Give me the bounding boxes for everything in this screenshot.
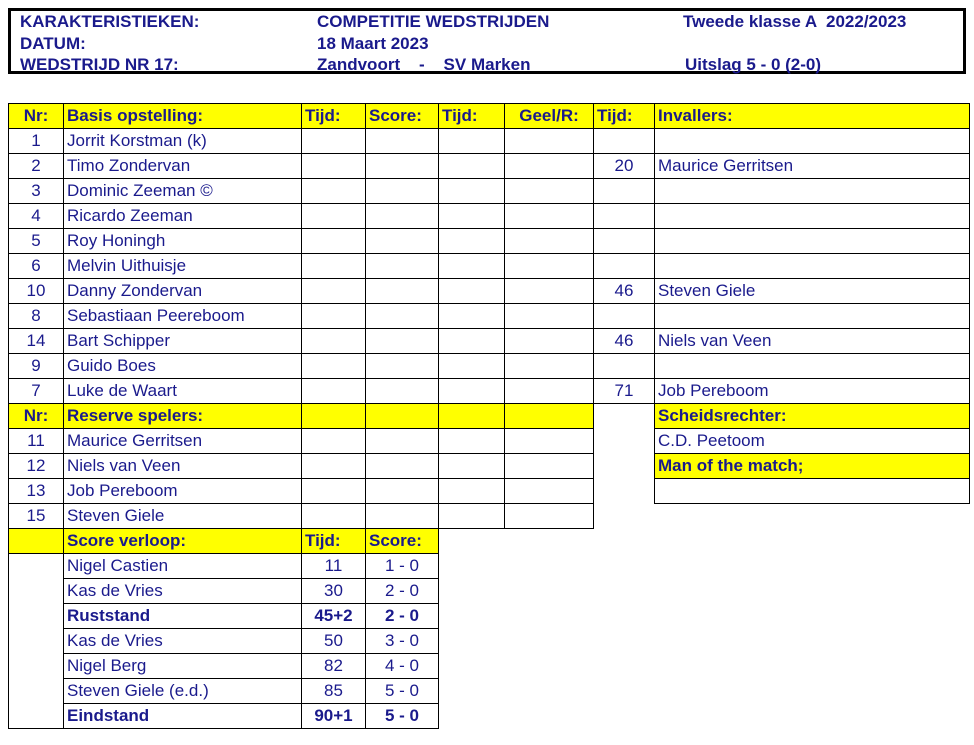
goal-score: 5 - 0: [366, 704, 439, 729]
table-cell: [505, 554, 594, 579]
goal-time: 90+1: [302, 704, 366, 729]
table-cell: [302, 454, 366, 479]
table-cell: [439, 154, 505, 179]
reserve-row: [9, 454, 970, 479]
substitute-name: Job Pereboom: [655, 379, 970, 404]
goal-time: 45+2: [302, 604, 366, 629]
table-cell: [302, 179, 366, 204]
table-cell: [9, 629, 64, 654]
substitution-time: [594, 304, 655, 329]
goal-scorer: Nigel Castien: [64, 554, 302, 579]
goal-row: [9, 679, 970, 704]
goal-score: 3 - 0: [366, 629, 439, 654]
table-cell: [594, 504, 655, 529]
characteristics-label: KARAKTERISTIEKEN:: [20, 12, 200, 31]
table-cell: [366, 404, 439, 429]
substitution-time: 46: [594, 329, 655, 354]
table-cell: [439, 629, 505, 654]
table-cell: [366, 479, 439, 504]
table-cell: [302, 479, 366, 504]
goal-row: [9, 554, 970, 579]
lineup-row: [9, 229, 970, 254]
table-cell: [302, 329, 366, 354]
table-cell: [655, 579, 970, 604]
goal-score: 2 - 0: [366, 579, 439, 604]
player-number: 6: [9, 254, 64, 279]
player-number: 2: [9, 154, 64, 179]
substitute-name: [655, 304, 970, 329]
table-cell: [439, 679, 505, 704]
time-header: Tijd:: [302, 104, 366, 129]
player-name: Timo Zondervan: [64, 154, 302, 179]
substitution-time: [594, 204, 655, 229]
table-cell: [302, 504, 366, 529]
table-cell: [366, 204, 439, 229]
substitute-name: Maurice Gerritsen: [655, 154, 970, 179]
table-cell: [366, 154, 439, 179]
goal-score: 1 - 0: [366, 554, 439, 579]
player-number: 14: [9, 329, 64, 354]
player-number: 10: [9, 279, 64, 304]
time2-header: Tijd:: [439, 104, 505, 129]
table-cell: [439, 579, 505, 604]
table-cell: [594, 454, 655, 479]
goal-score: 5 - 0: [366, 679, 439, 704]
substitute-name: [655, 229, 970, 254]
player-number: 8: [9, 304, 64, 329]
player-name: Danny Zondervan: [64, 279, 302, 304]
substitute-name: [655, 179, 970, 204]
reserve-name: Job Pereboom: [64, 479, 302, 504]
table-cell: [505, 604, 594, 629]
player-name: Guido Boes: [64, 354, 302, 379]
table-cell: [594, 629, 655, 654]
table-cell: [302, 379, 366, 404]
score-header-row: [9, 529, 970, 554]
player-number: 9: [9, 354, 64, 379]
sub-time-header: Tijd:: [594, 104, 655, 129]
table-cell: [439, 279, 505, 304]
table-cell: [366, 504, 439, 529]
table-cell: [302, 129, 366, 154]
table-cell: [439, 604, 505, 629]
table-cell: [439, 379, 505, 404]
table-cell: [439, 529, 505, 554]
player-name: Dominic Zeeman ©: [64, 179, 302, 204]
goal-row: [9, 704, 970, 729]
goal-score: 2 - 0: [366, 604, 439, 629]
table-cell: [9, 554, 64, 579]
table-cell: [439, 404, 505, 429]
table-cell: [655, 554, 970, 579]
reserve-number: 13: [9, 479, 64, 504]
player-name: Ricardo Zeeman: [64, 204, 302, 229]
match-teams: Zandvoort - SV Marken: [317, 55, 531, 74]
table-cell: [302, 429, 366, 454]
substitute-name: [655, 254, 970, 279]
table-cell: [439, 179, 505, 204]
table-cell: [302, 204, 366, 229]
table-cell: [594, 404, 655, 429]
goal-row: [9, 654, 970, 679]
referee-label: Scheidsrechter:: [655, 404, 970, 429]
table-cell: [505, 479, 594, 504]
goal-time-header: Tijd:: [302, 529, 366, 554]
reserve-header-row: [9, 404, 970, 429]
player-number: 5: [9, 229, 64, 254]
table-cell: [366, 429, 439, 454]
goal-time: 11: [302, 554, 366, 579]
table-cell: [594, 554, 655, 579]
goal-time: 30: [302, 579, 366, 604]
player-name: Melvin Uithuisje: [64, 254, 302, 279]
goal-time: 85: [302, 679, 366, 704]
goal-row: [9, 629, 970, 654]
table-cell: [505, 304, 594, 329]
table-cell: [302, 279, 366, 304]
substitution-time: 71: [594, 379, 655, 404]
substitution-time: [594, 129, 655, 154]
table-cell: [505, 504, 594, 529]
reserve-row: [9, 504, 970, 529]
table-cell: [594, 679, 655, 704]
substitution-time: [594, 229, 655, 254]
lineup-row: [9, 154, 970, 179]
score-header: Score:: [366, 104, 439, 129]
player-number: 7: [9, 379, 64, 404]
goal-row: [9, 579, 970, 604]
table-cell: [505, 654, 594, 679]
table-cell: [366, 379, 439, 404]
substitute-name: [655, 129, 970, 154]
table-cell: [9, 679, 64, 704]
table-cell: [655, 604, 970, 629]
table-cell: [439, 229, 505, 254]
table-cell: [505, 404, 594, 429]
lineup-row: [9, 254, 970, 279]
substitution-time: 46: [594, 279, 655, 304]
lineup-row: [9, 304, 970, 329]
lineup-row: [9, 379, 970, 404]
table-cell: [9, 654, 64, 679]
table-cell: [302, 404, 366, 429]
table-cell: [439, 479, 505, 504]
date-label: DATUM:: [20, 34, 86, 53]
lineup-table: [8, 103, 970, 729]
table-cell: [505, 354, 594, 379]
substitute-name: [655, 354, 970, 379]
goal-time: 50: [302, 629, 366, 654]
table-cell: [302, 229, 366, 254]
table-cell: [302, 354, 366, 379]
table-cell: [439, 429, 505, 454]
table-cell: [366, 254, 439, 279]
table-cell: [439, 504, 505, 529]
table-cell: [302, 254, 366, 279]
lineup-row: [9, 279, 970, 304]
subs-header: Invallers:: [655, 104, 970, 129]
table-cell: [505, 454, 594, 479]
table-cell: [366, 354, 439, 379]
table-cell: [505, 379, 594, 404]
substitution-time: [594, 254, 655, 279]
table-cell: [439, 254, 505, 279]
table-cell: [655, 654, 970, 679]
table-cell: [594, 604, 655, 629]
substitute-name: Steven Giele: [655, 279, 970, 304]
table-cell: [366, 179, 439, 204]
table-cell: [594, 704, 655, 729]
table-cell: [505, 579, 594, 604]
table-cell: [439, 354, 505, 379]
table-cell: [505, 229, 594, 254]
reserve-name: Maurice Gerritsen: [64, 429, 302, 454]
table-cell: [9, 604, 64, 629]
substitute-name: [655, 204, 970, 229]
table-cell: [9, 529, 64, 554]
reserve-row: [9, 479, 970, 504]
table-cell: [655, 504, 970, 529]
match-header: [8, 8, 966, 74]
table-cell: [366, 229, 439, 254]
lineup-row: [9, 204, 970, 229]
table-cell: [9, 704, 64, 729]
column-header-row: [9, 104, 970, 129]
goal-scorer: Kas de Vries: [64, 629, 302, 654]
goal-scorer: Kas de Vries: [64, 579, 302, 604]
substitution-time: [594, 179, 655, 204]
match-result: Uitslag 5 - 0 (2-0): [685, 55, 822, 74]
league-season: Tweede klasse A 2022/2023: [683, 12, 907, 31]
lineup-row: [9, 354, 970, 379]
reserve-name: Niels van Veen: [64, 454, 302, 479]
reserve-header: Reserve spelers:: [64, 404, 302, 429]
table-cell: [655, 629, 970, 654]
table-cell: [505, 179, 594, 204]
lineup-row: [9, 329, 970, 354]
table-cell: [366, 304, 439, 329]
goal-score: 4 - 0: [366, 654, 439, 679]
lineup-row: [9, 179, 970, 204]
player-name: Roy Honingh: [64, 229, 302, 254]
table-cell: [505, 129, 594, 154]
table-cell: [366, 454, 439, 479]
table-cell: [505, 329, 594, 354]
table-cell: [505, 679, 594, 704]
reserve-row: [9, 429, 970, 454]
table-cell: [439, 129, 505, 154]
table-cell: [366, 279, 439, 304]
table-cell: [655, 529, 970, 554]
table-cell: [594, 579, 655, 604]
player-name: Sebastiaan Peereboom: [64, 304, 302, 329]
nr-header: Nr:: [9, 104, 64, 129]
table-cell: [439, 654, 505, 679]
card-header: Geel/R:: [505, 104, 594, 129]
table-cell: [505, 154, 594, 179]
goal-scorer: Ruststand: [64, 604, 302, 629]
goal-scorer: Eindstand: [64, 704, 302, 729]
table-cell: [439, 204, 505, 229]
goal-scorer: Steven Giele (e.d.): [64, 679, 302, 704]
player-number: 3: [9, 179, 64, 204]
table-cell: [505, 254, 594, 279]
match-number: WEDSTRIJD NR 17:: [20, 55, 179, 74]
reserve-nr-header: Nr:: [9, 404, 64, 429]
goal-row: [9, 604, 970, 629]
substitute-name: Niels van Veen: [655, 329, 970, 354]
motm-label: Man of the match;: [655, 454, 970, 479]
table-cell: [505, 279, 594, 304]
match-date: 18 Maart 2023: [317, 34, 429, 53]
table-cell: [594, 429, 655, 454]
table-cell: [302, 304, 366, 329]
referee-name: C.D. Peetoom: [655, 429, 970, 454]
table-cell: [505, 429, 594, 454]
table-cell: [439, 329, 505, 354]
table-cell: [505, 704, 594, 729]
lineup-header: Basis opstelling:: [64, 104, 302, 129]
substitution-time: 20: [594, 154, 655, 179]
reserve-number: 12: [9, 454, 64, 479]
table-cell: [302, 154, 366, 179]
table-cell: [439, 304, 505, 329]
table-cell: [366, 329, 439, 354]
table-cell: [594, 529, 655, 554]
competition-label: COMPETITIE WEDSTRIJDEN: [317, 12, 550, 31]
table-cell: [505, 629, 594, 654]
reserve-name: Steven Giele: [64, 504, 302, 529]
table-cell: [439, 704, 505, 729]
player-number: 1: [9, 129, 64, 154]
lineup-row: [9, 129, 970, 154]
goal-scorer: Nigel Berg: [64, 654, 302, 679]
player-number: 4: [9, 204, 64, 229]
table-cell: [439, 454, 505, 479]
player-name: Bart Schipper: [64, 329, 302, 354]
reserve-number: 11: [9, 429, 64, 454]
table-cell: [594, 654, 655, 679]
score-progress-header: Score verloop:: [64, 529, 302, 554]
table-cell: [505, 204, 594, 229]
table-cell: [9, 579, 64, 604]
goal-time: 82: [302, 654, 366, 679]
reserve-number: 15: [9, 504, 64, 529]
table-cell: [655, 679, 970, 704]
table-cell: [366, 129, 439, 154]
player-name: Jorrit Korstman (k): [64, 129, 302, 154]
table-cell: [594, 479, 655, 504]
table-cell: [439, 554, 505, 579]
player-name: Luke de Waart: [64, 379, 302, 404]
table-cell: [655, 704, 970, 729]
table-cell: [505, 529, 594, 554]
goal-score-header: Score:: [366, 529, 439, 554]
motm-name: [655, 479, 970, 504]
substitution-time: [594, 354, 655, 379]
